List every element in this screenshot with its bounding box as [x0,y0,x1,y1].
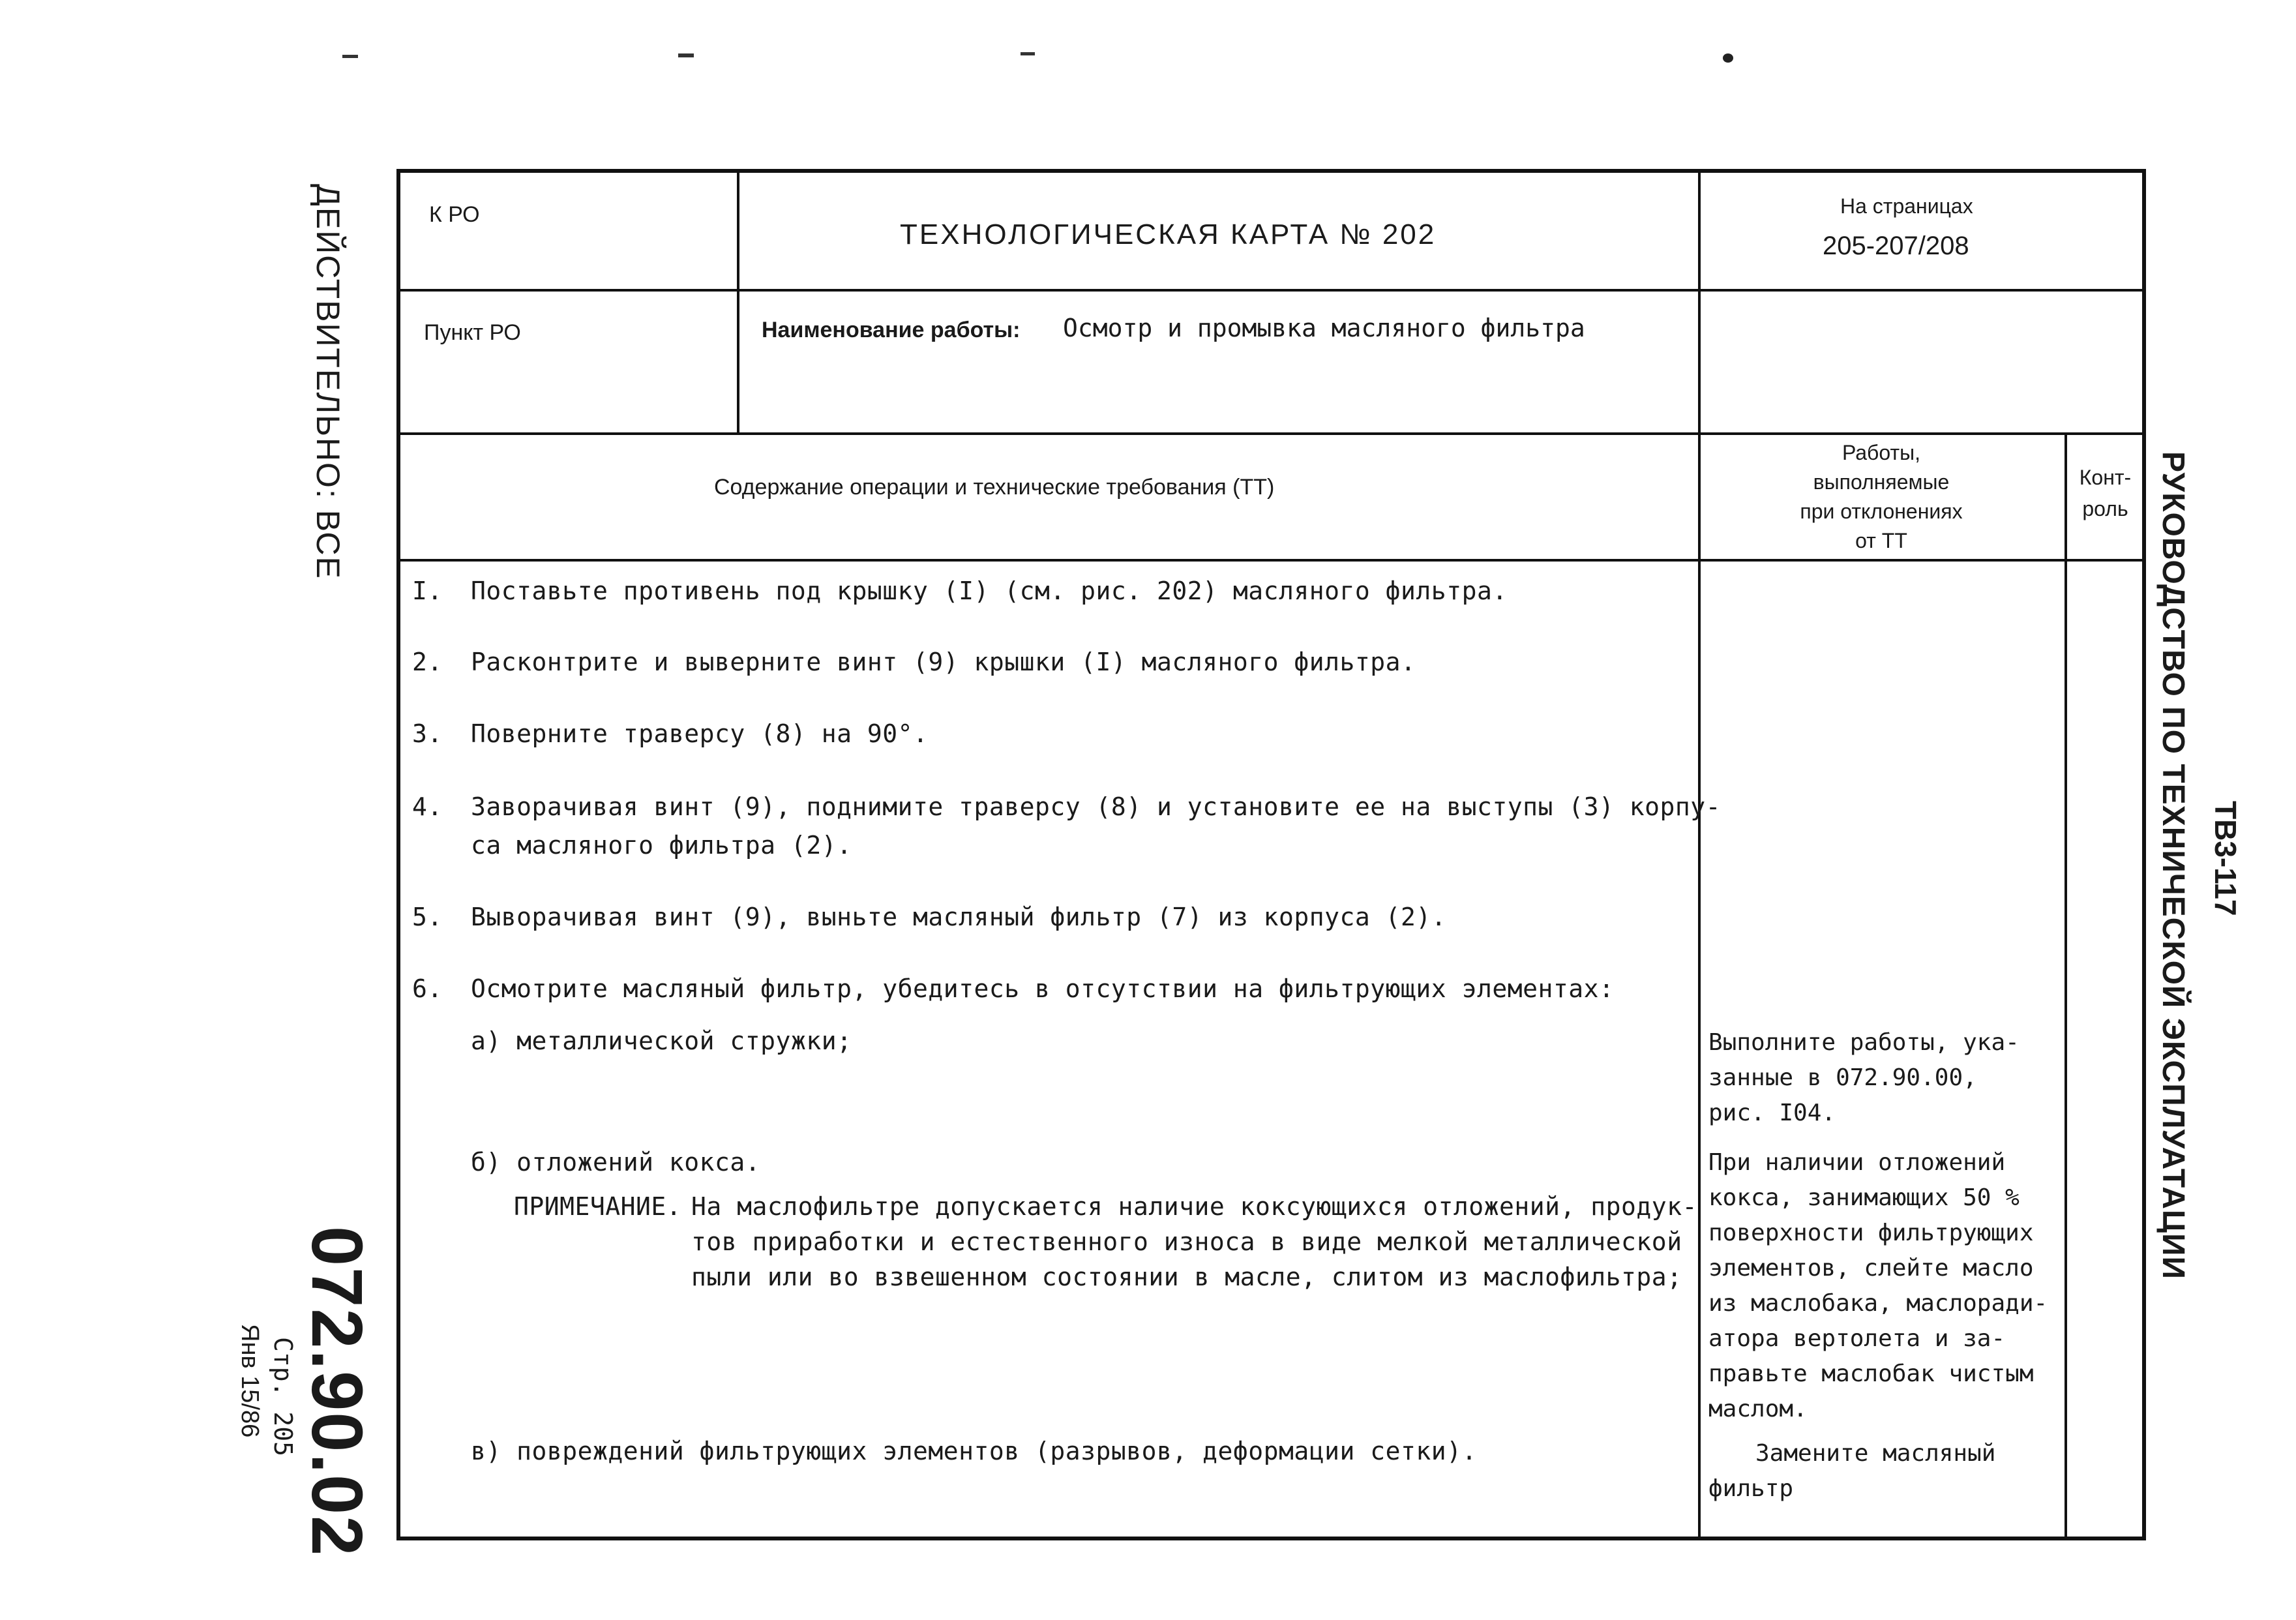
manual-title: РУКОВОДСТВО ПО ТЕХНИЧЕСКОЙ ЭКСПЛУАТАЦИИ [2156,451,2190,1280]
engine-model: ТВ3-117 [2209,801,2243,916]
step-4-continued: са масляного фильтра (2). [471,831,852,860]
action-c: Замените масляный фильтр [1708,1440,1996,1502]
col-header-deviation: Работы, выполняемые при отклонениях от ТТ [1800,441,1963,552]
col-divider [737,169,739,434]
sub-item-c: в) повреждений фильтрующих элементов (разрывов, деформации сетки). [471,1437,1477,1465]
col-divider [2065,432,2067,1540]
punkt-ro-label: Пункт РО [424,320,521,345]
col-divider [1698,169,1701,1540]
step-6: 6. Осмотрите масляный фильтр, убедитесь в отсутствии на фильтрующих элементах: [412,974,1615,1003]
scan-mark [678,53,694,57]
page-number: Стр. 205 [269,1337,297,1457]
col-header-control: Конт- роль [2079,466,2132,520]
row-divider [396,559,2146,562]
note-line-2: тов приработки и естественного износа в виде мелкой металлической [691,1227,1682,1256]
validity-label: ДЕЙСТВИТЕЛЬНО: ВСЕ [310,184,346,580]
sub-item-a: а) металлической стружки; [471,1027,852,1055]
note-line-3: пыли или во взвешенном состоянии в масле, слитом из маслофильтра; [691,1263,1682,1291]
action-a: Выполните работы, ука- занные в 072.90.00, рис. I04. [1708,1029,2020,1126]
action-b: При наличии отложений кокса, занимающих 50 % поверхности фильтрующих элементов, слейте масло из маслобака, маслоради- атора вертолета и за- правьте маслобак чистым маслом. [1708,1149,2048,1422]
col-header-content: Содержание операции и технические требования (ТТ) [714,475,1275,500]
work-name-label: Наименование работы: [762,318,1021,342]
k-ro-label: К РО [429,202,480,227]
scan-mark [342,55,358,58]
sub-item-b: б) отложений кокса. [471,1148,761,1177]
card-title: ТЕХНОЛОГИЧЕСКАЯ КАРТА № 202 [900,218,1437,250]
scan-mark [1021,52,1035,55]
issue-date: Янв 15/86 [236,1324,263,1438]
step-2: 2. Расконтрите и выверните винт (9) крышки (I) масляного фильтра. [412,648,1416,676]
note-line-1: На маслофильтре допускается наличие коксующихся отложений, продук- [691,1192,1697,1221]
scan-mark [1723,53,1733,63]
pages-label: На страницах [1840,194,1973,218]
row-divider [396,289,2146,292]
doc-code: 072.90.02 [297,1226,377,1557]
pages-value: 205-207/208 [1823,232,1969,260]
row-divider [396,432,2146,435]
work-name-value: Осмотр и промывка масляного фильтра [1063,314,1585,342]
step-3: 3. Поверните траверсу (8) на 90°. [412,719,929,748]
step-1: I. Поставьте противень под крышку (I) (см. рис. 202) масляного фильтра. [412,577,1508,605]
note-label: ПРИМЕЧАНИЕ. [514,1192,682,1221]
step-5: 5. Выворачивая винт (9), выньте масляный фильтр (7) из корпуса (2). [412,903,1447,931]
step-4: 4. Заворачивая винт (9), поднимите траверсу (8) и установите ее на выступы (3) корпу- [412,792,1721,821]
